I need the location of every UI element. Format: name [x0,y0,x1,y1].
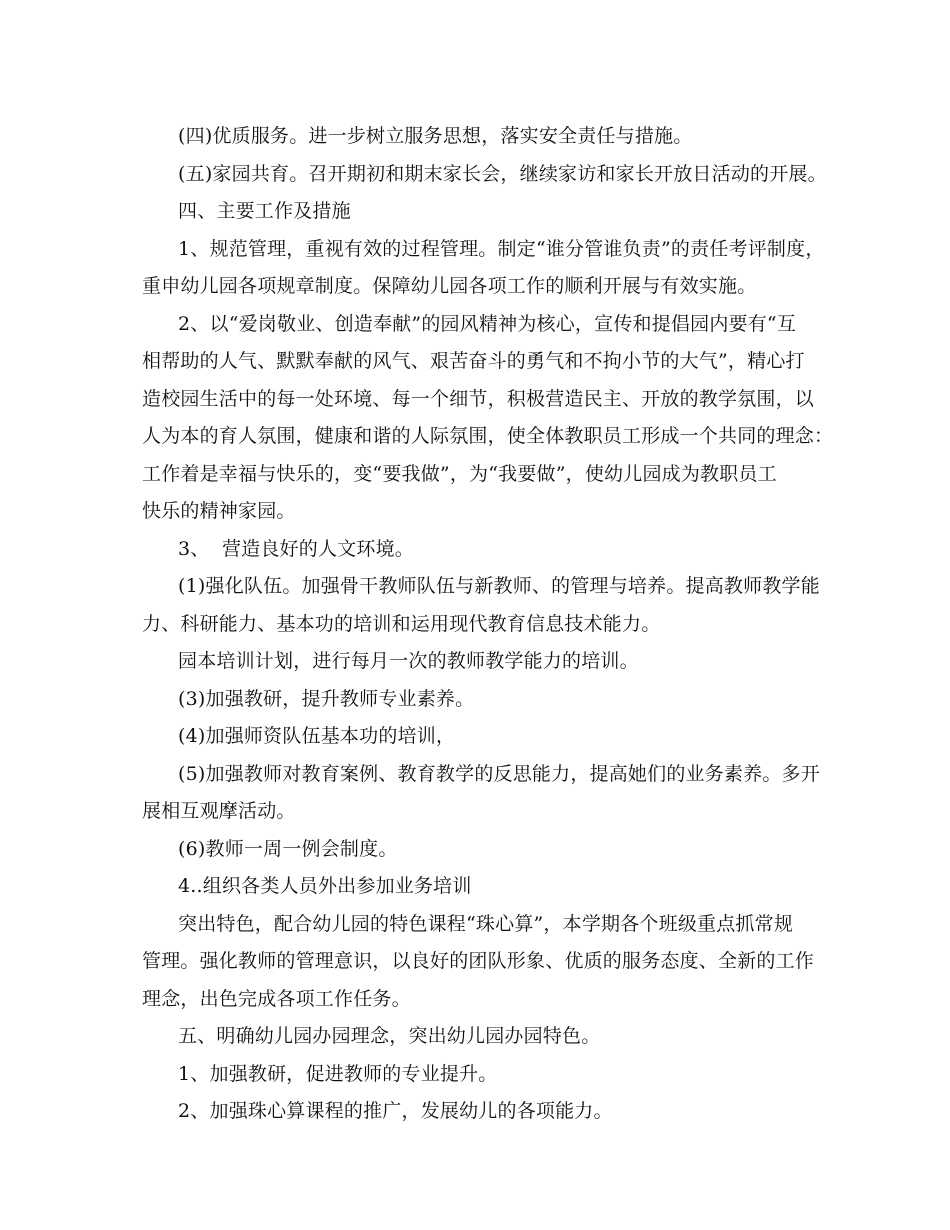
text-line: 4..组织各类人员外出参加业务培训 [178,875,472,897]
text-line: 突出特色，配合幼儿园的特色课程“珠心算”，本学期各个班级重点抓常规 [178,912,794,935]
text-line: 力、科研能力、基本功的培训和运用现代教育信息技术能力。 [142,612,661,635]
text-line: (3)加强教研，提升教师专业素养。 [178,687,475,710]
text-line: (1)强化队伍。加强骨干教师队伍与新教师、的管理与培养。提高教师教学能 [178,575,820,597]
text-line: 管理。强化教师的管理意识，以良好的团队形象、优质的服务态度、全新的工作 [142,950,815,972]
text-line: (四)优质服务。进一步树立服务思想，落实安全责任与措施。 [178,125,693,147]
text-line: 人为本的育人氛围，健康和谐的人际氛围，使全体教职员工形成一个共同的理念： [142,425,834,447]
text-line: (6)教师一周一例会制度。 [178,837,398,860]
text-line: 2、加强珠心算课程的推广，发展幼儿的各项能力。 [178,1100,613,1122]
text-line: 理念，出色完成各项工作任务。 [142,987,411,1010]
text-line: 造校园生活中的每一处环境、每一个细节，积极营造民主、开放的教学氛围，以 [142,387,815,410]
document-page [142,118,834,1131]
text-line: (4)加强师资队伍基本功的培训， [178,725,456,747]
text-line: 1、规范管理，重视有效的过程管理。制定“谁分管谁负责”的责任考评制度， [178,237,825,260]
section-heading: 四、主要工作及措施 [178,200,351,222]
text-line: 2、以“爱岗敬业、创造奉献”的园风精神为核心，宣传和提倡园内要有“互 [178,312,797,335]
text-line: 快乐的精神家园。 [142,500,296,522]
text-line: 工作着是幸福与快乐的，变“要我做”，为“我要做”，使幼儿园成为教职员工 [142,462,777,485]
text-line: 1、加强教研，促进教师的专业提升。 [178,1062,498,1085]
text-line: (5)加强教师对教育案例、教育教学的反思能力，提高她们的业务素养。多开 [178,762,820,785]
text-line: 3、 营造良好的人文环境。 [178,537,414,560]
text-line: 展相互观摩活动。 [142,800,296,822]
text-line: 园本培训计划，进行每月一次的教师教学能力的培训。 [178,650,639,672]
text-line: 重申幼儿园各项规章制度。保障幼儿园各项工作的顺利开展与有效实施。 [142,275,757,297]
section-heading: 五、明确幼儿园办园理念，突出幼儿园办园特色。 [178,1025,601,1047]
text-line: (五)家园共育。召开期初和期末家长会，继续家访和家长开放日活动的开展。 [178,162,827,185]
text-line: 相帮助的人气、默默奉献的风气、艰苦奋斗的勇气和不拘小节的大气”，精心打 [142,350,805,372]
